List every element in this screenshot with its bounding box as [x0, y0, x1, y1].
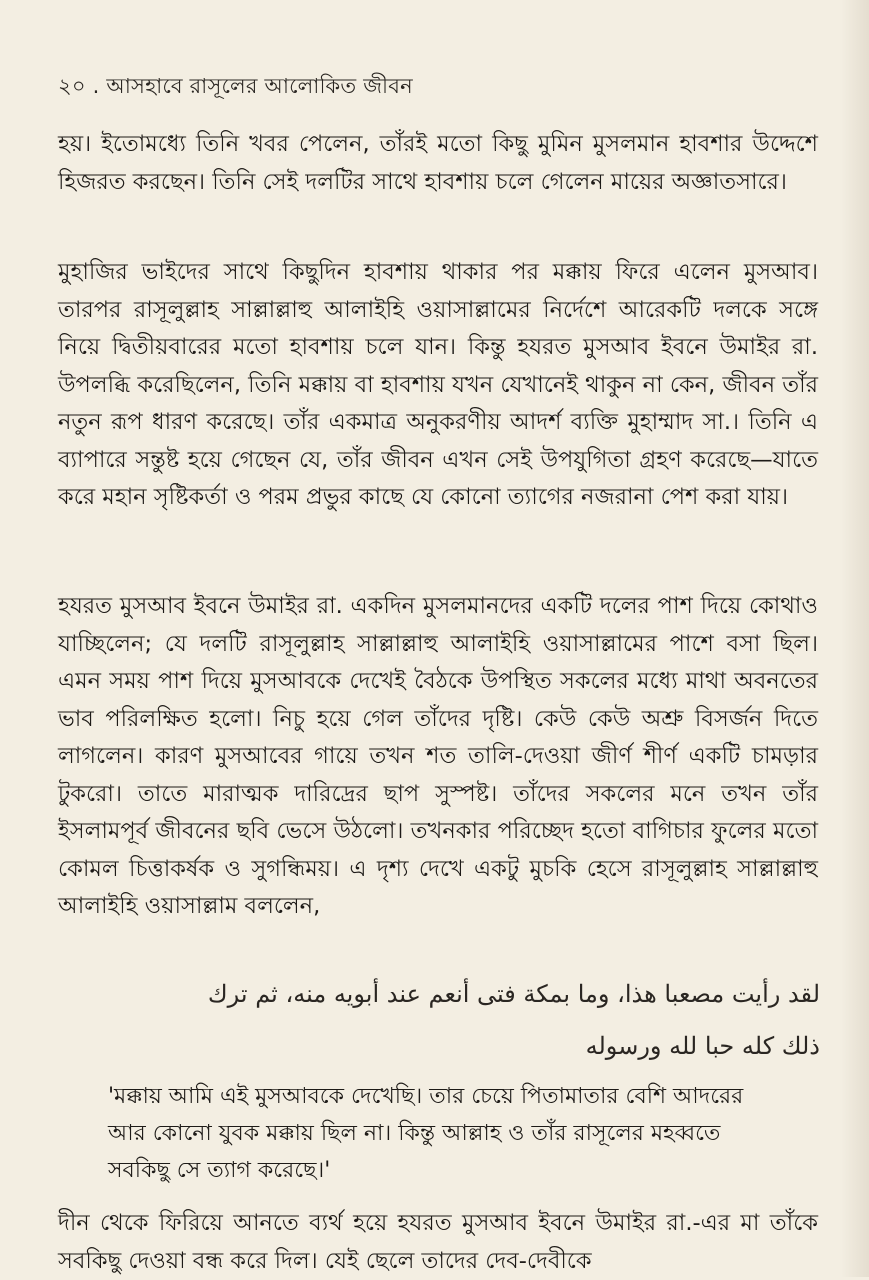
paragraph-3: হযরত মুসআব ইবনে উমাইর রা. একদিন মুসলমানদের একটি দলের পাশ দিয়ে কোথাও যাচ্ছিলেন; যে দলটি রাসূলুল্লাহ সাল্লাল্লাহু আলাইহি ওয়াসাল্লামের পাশে বসা ছিল। এমন সময় পাশ দিয়ে মুসআবকে দেখেই বৈঠকে উপস্থিত সকলের মধ্যে মাথা অবনতের ভাব পরিলক্ষিত হলো। নিচু হয়ে গেল তাঁদের দৃষ্টি। কেউ কেউ অশ্রু বিসর্জন দিতে লাগলেন। কারণ মুসআবের গায়ে তখন শত তালি-দেওয়া জীর্ণ শীর্ণ একটি চামড়ার টুকরো। তাতে মারাত্মক দারিদ্রের ছাপ সুস্পষ্ট। তাঁদের সকলের মনে তখন তাঁর ইসলামপূর্ব জীবনের ছবি ভেসে উঠলো। তখনকার পরিচ্ছেদ হতো বাগিচার ফুলের মতো কোমল চিত্তাকর্ষক ও সুগন্ধিময়। এ দৃশ্য দেখে একটু মুচকি হেসে রাসূলুল্লাহ সাল্লাল্লাহু আলাইহি ওয়াসাল্লাম বললেন, [58, 593, 818, 919]
paragraph-1: হয়। ইতোমধ্যে তিনি খবর পেলেন, তাঁরই মতো কিছু মুমিন মুসলমান হাবশার উদ্দেশে হিজরত করছেন। তিনি সেই দলটির সাথে হাবশায় চলে গেলেন মায়ের অজ্ঞাতসারে। [58, 131, 818, 195]
paragraph-4: দীন থেকে ফিরিয়ে আনতে ব্যর্থ হয়ে হযরত মুসআব ইবনে উমাইর রা.-এর মা তাঁকে সবকিছু দেওয়া বন্ধ করে দিল। যেই ছেলে তাদের দেব-দেবীকে [58, 1210, 818, 1274]
page-edge-shadow [841, 0, 869, 1277]
running-head: ২০ . আসহাবে রাসূলের আলোকিত জীবন [58, 74, 413, 98]
arabic-quote-line-2: ذلك كله حبا لله ورسوله [585, 1032, 820, 1060]
paragraph-2: মুহাজির ভাইদের সাথে কিছুদিন হাবশায় থাকার পর মক্কায় ফিরে এলেন মুসআব। তারপর রাসূলুল্লাহ সাল্লাল্লাহু আলাইহি ওয়াসাল্লামের নির্দেশে আরেকটি দলকে সঙ্গে নিয়ে দ্বিতীয়বারের মতো হাবশায় চলে যান। কিন্তু হযরত মুসআব ইবনে উমাইর রা. উপলব্ধি করেছিলেন, তিনি মক্কায় বা হাবশায় যখন যেখানেই থাকুন না কেন, জীবন তাঁর নতুন রূপ ধারণ করেছে। তাঁর একমাত্র অনুকরণীয় আদর্শ ব্যক্তি মুহাম্মাদ সা.। তিনি এ ব্যাপারে সন্তুষ্ট হয়ে গেছেন যে, তাঁর জীবন এখন সেই উপযুগিতা গ্রহণ করেছে—যাতে করে মহান সৃষ্টিকর্তা ও পরম প্রভুর কাছে যে কোনো ত্যাগের নজরানা পেশ করা যায়। [58, 259, 818, 510]
arabic-quote-line-1: لقد رأيت مصعبا هذا، وما بمكة فتى أنعم عند أبويه منه، ثم ترك [207, 980, 820, 1008]
translated-quote: 'মক্কায় আমি এই মুসআবকে দেখেছি। তার চেয়ে পিতামাতার বেশি আদরের আর কোনো যুবক মক্কায় ছিল না। কিন্তু আল্লাহ ও তাঁর রাসূলের মহব্বতে সবকিছু সে ত্যাগ করেছে।' [108, 1084, 744, 1183]
